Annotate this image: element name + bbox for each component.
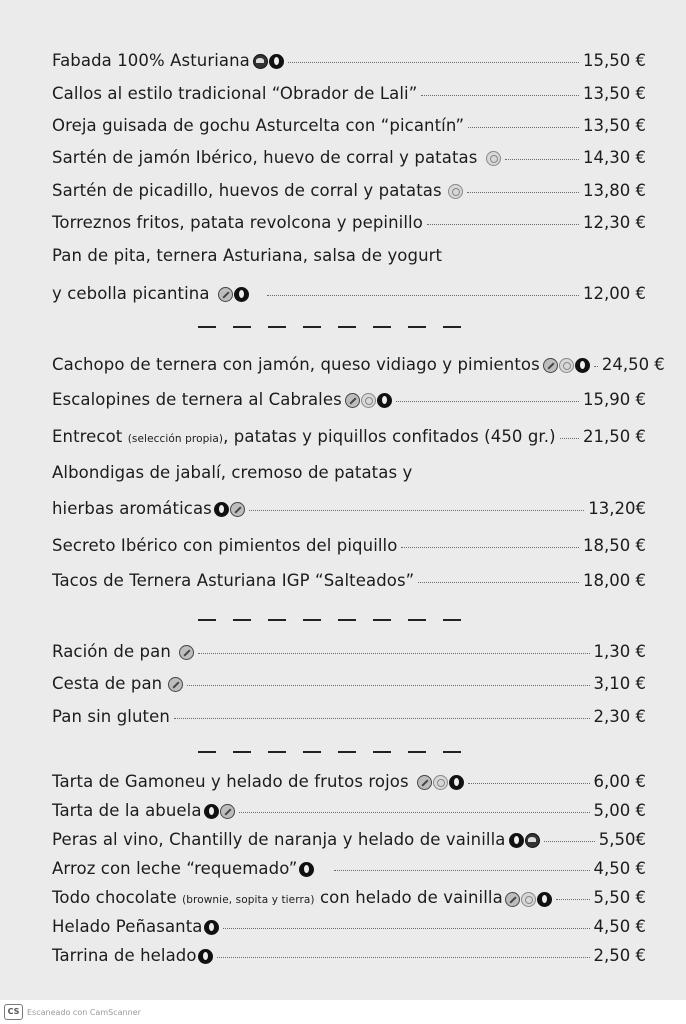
item-name: Tarrina de helado xyxy=(52,946,197,965)
allergen-milk-icon xyxy=(509,833,524,848)
dot-leader xyxy=(249,499,584,511)
item-name: Helado Peñasanta xyxy=(52,917,203,936)
item-name: Tacos de Ternera Asturiana IGP “Salteados” xyxy=(52,571,415,590)
dot-leader xyxy=(223,917,590,929)
menu-item xyxy=(52,674,646,694)
dot-leader xyxy=(418,571,579,583)
menu-item xyxy=(52,830,646,850)
menu-item xyxy=(52,148,646,168)
dot-leader xyxy=(288,51,579,63)
allergen-gluten-icon xyxy=(543,358,558,373)
dot-leader xyxy=(427,213,579,225)
item-name-main: Entrecot xyxy=(52,427,123,446)
item-name xyxy=(52,888,503,910)
item-price: 4,50 € xyxy=(593,859,646,878)
item-name: Escalopines de ternera al Cabrales xyxy=(52,390,342,409)
item-price: 18,00 € xyxy=(583,571,646,590)
allergen-gluten-icon xyxy=(179,645,194,660)
item-name-continuation: y cebolla picantina xyxy=(52,284,210,303)
item-name-main: Todo chocolate xyxy=(52,888,177,907)
menu-item xyxy=(52,946,646,966)
item-name: Secreto Ibérico con pimientos del piquillo xyxy=(52,536,398,555)
allergen-milk-icon xyxy=(449,775,464,790)
menu-item xyxy=(52,917,646,937)
item-price: 15,50 € xyxy=(583,51,646,70)
item-price: 4,50 € xyxy=(593,917,646,936)
allergen-icons xyxy=(214,502,245,517)
item-name: Cesta de pan xyxy=(52,674,163,693)
item-price: 6,00 € xyxy=(593,772,646,791)
menu-item xyxy=(52,181,646,201)
allergen-sulphite-icon xyxy=(253,54,268,69)
dot-leader xyxy=(468,116,579,128)
item-price: 15,90 € xyxy=(583,390,646,409)
allergen-egg-icon xyxy=(361,393,376,408)
menu-item xyxy=(52,859,646,879)
menu-item xyxy=(52,355,665,375)
allergen-gluten-icon xyxy=(505,892,520,907)
allergen-icons xyxy=(218,287,249,302)
menu-item-continuation xyxy=(52,499,646,519)
dot-leader xyxy=(267,284,579,296)
item-name-rest: con helado de vainilla xyxy=(314,888,503,907)
item-name: Sartén de picadillo, huevos de corral y patatas xyxy=(52,181,442,200)
section-divider xyxy=(198,751,466,753)
item-price: 2,30 € xyxy=(593,707,646,726)
item-name: Ración de pan xyxy=(52,642,171,661)
item-price: 14,30 € xyxy=(583,148,646,167)
item-name: Callos al estilo tradicional “Obrador de Lali” xyxy=(52,84,418,103)
item-name-rest: , patatas y piquillos confitados (450 gr.) xyxy=(223,427,556,446)
item-price: 5,00 € xyxy=(593,801,646,820)
menu-item xyxy=(52,463,646,483)
allergen-milk-icon xyxy=(269,54,284,69)
item-price: 12,30 € xyxy=(583,213,646,232)
allergen-sulphite-icon xyxy=(525,833,540,848)
item-name: Albondigas de jabalí, cremoso de patatas y xyxy=(52,463,413,482)
allergen-milk-icon xyxy=(198,949,213,964)
item-name: Oreja guisada de gochu Asturcelta con “picantín” xyxy=(52,116,465,135)
menu-item xyxy=(52,536,646,556)
dot-leader xyxy=(174,707,590,719)
item-name: Fabada 100% Asturiana xyxy=(52,51,250,70)
item-price: 13,20€ xyxy=(588,499,646,518)
item-price: 3,10 € xyxy=(593,674,646,693)
item-price: 13,50 € xyxy=(583,84,646,103)
item-price: 18,50 € xyxy=(583,536,646,555)
dot-leader xyxy=(334,859,589,871)
allergen-egg-icon xyxy=(433,775,448,790)
allergen-egg-icon xyxy=(559,358,574,373)
dot-leader xyxy=(560,427,579,439)
allergen-gluten-icon xyxy=(220,804,235,819)
allergen-milk-icon xyxy=(204,920,219,935)
item-price: 24,50 € xyxy=(601,355,665,374)
item-price: 12,00 € xyxy=(583,284,646,303)
item-name: Tarta de la abuela xyxy=(52,801,202,820)
allergen-icons xyxy=(417,775,464,790)
camscanner-logo: CS xyxy=(4,1004,23,1020)
dot-leader xyxy=(421,84,579,96)
item-name: Sartén de jamón Ibérico, huevo de corral y patatas xyxy=(52,148,478,167)
item-price: 5,50 € xyxy=(593,888,646,907)
item-price: 2,50 € xyxy=(593,946,646,965)
allergen-milk-icon xyxy=(204,804,219,819)
dot-leader xyxy=(239,801,590,813)
allergen-icons xyxy=(179,645,194,660)
menu-item xyxy=(52,213,646,233)
allergen-icons xyxy=(299,862,314,877)
dot-leader xyxy=(401,536,579,548)
item-name: Torreznos fritos, patata revolcona y pepinillo xyxy=(52,213,423,232)
allergen-icons xyxy=(204,920,219,935)
allergen-icons xyxy=(168,677,183,692)
allergen-icons xyxy=(204,804,235,819)
dot-leader xyxy=(505,148,579,160)
dot-leader xyxy=(556,888,590,900)
menu-item xyxy=(52,116,646,136)
item-name: Arroz con leche “requemado” xyxy=(52,859,298,878)
item-note: (selección propia) xyxy=(127,433,224,445)
item-name: Peras al vino, Chantilly de naranja y helado de vainilla xyxy=(52,830,506,849)
dot-leader xyxy=(187,674,589,686)
allergen-milk-icon xyxy=(234,287,249,302)
allergen-icons xyxy=(448,184,463,199)
allergen-milk-icon xyxy=(214,502,229,517)
item-price: 13,80 € xyxy=(583,181,646,200)
allergen-icons xyxy=(509,833,540,848)
menu-item xyxy=(52,246,646,266)
item-price: 1,30 € xyxy=(593,642,646,661)
scanner-footer xyxy=(0,1000,686,1024)
allergen-icons xyxy=(543,358,590,373)
item-name: Cachopo de ternera con jamón, queso vidiago y pimientos xyxy=(52,355,540,374)
menu-item xyxy=(52,427,646,449)
section-divider xyxy=(198,326,466,328)
menu-item xyxy=(52,801,646,821)
item-name xyxy=(52,427,556,449)
menu-item xyxy=(52,51,646,71)
item-name: Pan sin gluten xyxy=(52,707,170,726)
allergen-gluten-icon xyxy=(218,287,233,302)
allergen-egg-icon xyxy=(448,184,463,199)
allergen-icons xyxy=(486,151,501,166)
dot-leader xyxy=(217,946,590,958)
allergen-milk-icon xyxy=(537,892,552,907)
item-price: 13,50 € xyxy=(583,116,646,135)
menu-item xyxy=(52,888,646,910)
allergen-milk-icon xyxy=(575,358,590,373)
menu-item xyxy=(52,772,646,792)
allergen-gluten-icon xyxy=(230,502,245,517)
dot-leader xyxy=(198,642,590,654)
allergen-egg-icon xyxy=(486,151,501,166)
allergen-icons xyxy=(253,54,284,69)
allergen-icons xyxy=(345,393,392,408)
menu-item xyxy=(52,707,646,727)
allergen-icons xyxy=(505,892,552,907)
allergen-gluten-icon xyxy=(345,393,360,408)
allergen-icons xyxy=(198,949,213,964)
item-name-continuation: hierbas aromáticas xyxy=(52,499,212,518)
menu-item xyxy=(52,642,646,662)
menu-item xyxy=(52,571,646,591)
dot-leader xyxy=(594,355,598,367)
dot-leader xyxy=(467,181,579,193)
allergen-milk-icon xyxy=(299,862,314,877)
item-name: Pan de pita, ternera Asturiana, salsa de yogurt xyxy=(52,246,443,265)
allergen-gluten-icon xyxy=(417,775,432,790)
menu-item xyxy=(52,84,646,104)
allergen-gluten-icon xyxy=(168,677,183,692)
allergen-milk-icon xyxy=(377,393,392,408)
dot-leader xyxy=(544,830,594,842)
allergen-egg-icon xyxy=(521,892,536,907)
item-price: 21,50 € xyxy=(583,427,646,446)
scanner-watermark-text: Escaneado con CamScanner xyxy=(27,1007,141,1017)
menu-item-continuation xyxy=(52,284,646,304)
item-name: Tarta de Gamoneu y helado de frutos rojos xyxy=(52,772,409,791)
dot-leader xyxy=(396,390,579,402)
item-note: (brownie, sopita y tierra) xyxy=(182,894,315,906)
item-price: 5,50€ xyxy=(598,830,646,849)
section-divider xyxy=(198,619,466,621)
menu-item xyxy=(52,390,646,410)
dot-leader xyxy=(468,772,590,784)
